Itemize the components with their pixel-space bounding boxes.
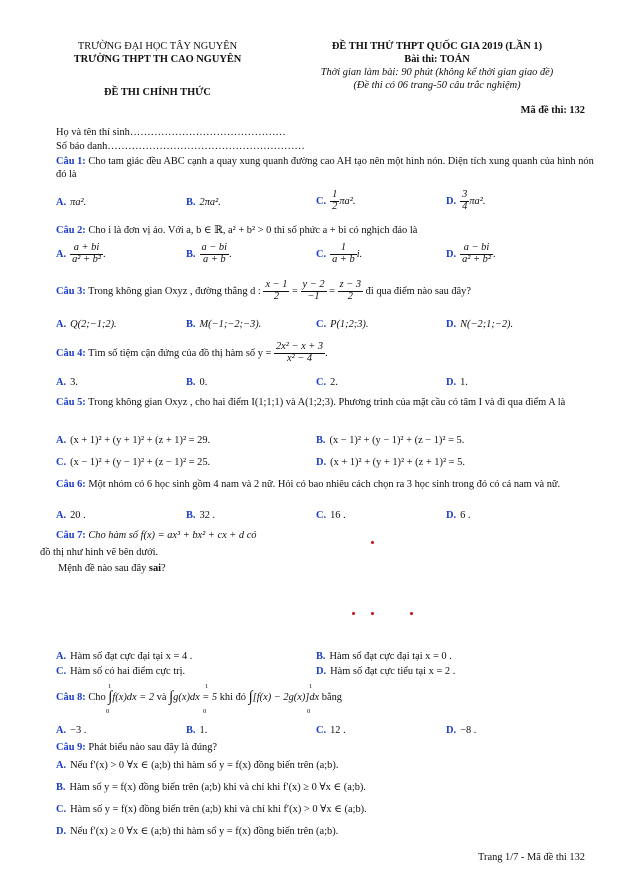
lower-limit: 0 (203, 708, 207, 715)
header-left (40, 40, 275, 99)
upper-limit: 1 (205, 683, 209, 690)
q6-option-b[interactable]: B. 32 . (186, 510, 216, 521)
q9-option-a[interactable]: A. Nếu f′(x) > 0 ∀x ∈ (a;b) thì hàm số y = f(x) đồng biến trên (a;b). (56, 760, 339, 771)
graph-marker-dot (371, 612, 374, 615)
q1-option-d[interactable]: D. $\frac{3}{4}$ πa². (446, 189, 486, 212)
question-1 (56, 155, 596, 181)
question-8: Câu 8: Cho ∫f(x)dx = 2 và ∫g(x)dx = 5 khi đó ∫[f(x) − 2g(x)]dx bằng (56, 689, 342, 705)
q2-option-b[interactable]: B. $\frac{a - bi}{a + b}$ . (186, 242, 232, 265)
lower-limit: 0 (106, 708, 110, 715)
q2-option-d[interactable]: D. $\frac{a - bi}{\text{a² + b²}}$ . (446, 242, 496, 265)
q8-option-a[interactable]: A. −3 . (56, 725, 87, 736)
q8-option-b[interactable]: B. 1. (186, 725, 208, 736)
upper-limit: 1 (309, 683, 313, 690)
exam-code: Mã đề thi: 132 (520, 105, 585, 116)
graph-marker-dot (371, 541, 374, 544)
q7-option-d[interactable]: D. Hàm số đạt cực tiểu tại x = 2 . (316, 666, 456, 677)
graph-marker-dot (352, 612, 355, 615)
question-4: Câu 4: Tìm số tiệm cận đứng của đồ thị hàm số y = $\frac{\text{2x² − x + 3}}{\text{x² − 4}}$ . (56, 341, 328, 364)
q5-option-a[interactable]: A. (x + 1)² + (y + 1)² + (z + 1)² = 29. (56, 435, 211, 446)
school-name-2: TRƯỜNG THPT TH CAO NGUYÊN (73, 54, 242, 65)
pages-note: (Đề thi có 06 trang-50 câu trắc nghiệm) (353, 80, 521, 91)
q1-option-c[interactable]: C. $\frac{1}{2}$ πa². (316, 189, 356, 212)
q6-option-a[interactable]: A. 20 . (56, 510, 86, 521)
q2-option-c[interactable]: C. $\frac{1}{a + b}$ i. (316, 242, 363, 265)
q6-option-d[interactable]: D. 6 . (446, 510, 471, 521)
q4-option-b[interactable]: B. 0. (186, 377, 208, 388)
q5-option-b[interactable]: B. (x − 1)² + (y − 1)² + (z − 1)² = 5. (316, 435, 465, 446)
question-3: Câu 3: Trong không gian Oxyz , đường thẳng d : $\frac{x - 1}{2}$ = $\frac{y - 2}{-1}$ = $\frac{z - 3}{2}$ đi qua điểm nào sau đây? (56, 279, 471, 302)
q9-option-d[interactable]: D. Nếu f′(x) ≥ 0 ∀x ∈ (a;b) thì hàm số y = f(x) đồng biến trên (a;b). (56, 826, 339, 837)
school-name-1: TRƯỜNG ĐẠI HỌC TÂY NGUYÊN (77, 41, 238, 52)
official-label: ĐỀ THI CHÍNH THỨC (104, 87, 211, 98)
integral-sign: ∫ (169, 689, 174, 705)
lower-limit: 0 (307, 708, 311, 715)
q2-option-a[interactable]: A. $\frac{a + bi}{\text{a² + b²}}$ . (56, 242, 106, 265)
q4-option-a[interactable]: A. 3. (56, 377, 78, 388)
integral-sign: ∫ (108, 689, 113, 705)
subject: Bài thi: TOÁN (404, 54, 470, 65)
q3-option-a[interactable]: A. Q(2;−1;2). (56, 319, 117, 330)
q8-option-d[interactable]: D. −8 . (446, 725, 477, 736)
q1-option-b[interactable]: B. 2πa². (186, 197, 221, 208)
q7-text-line2: đồ thị như hình vẽ bên dưới. (40, 547, 159, 558)
upper-limit: 1 (108, 683, 112, 690)
q5-option-d[interactable]: D. (x + 1)² + (y + 1)² + (z + 1)² = 5. (316, 457, 465, 468)
exam-title: ĐỀ THI THỬ THPT QUỐC GIA 2019 (LẦN 1) (331, 41, 543, 52)
student-id-line: Số báo danh………………………………………………… (56, 141, 305, 152)
q8-option-c[interactable]: C. 12 . (316, 725, 346, 736)
integral-sign: ∫ (248, 689, 253, 705)
q5-option-c[interactable]: C. (x − 1)² + (y − 1)² + (z − 1)² = 25. (56, 457, 211, 468)
q3-option-d[interactable]: D. N(−2;1;−2). (446, 319, 514, 330)
q4-option-c[interactable]: C. 2. (316, 377, 338, 388)
question-9: Câu 9: Phát biểu nào sau đây là đúng? (56, 742, 218, 753)
q4-option-d[interactable]: D. 1. (446, 377, 468, 388)
q3-option-c[interactable]: C. P(1;2;3). (316, 319, 369, 330)
question-6: Câu 6: Một nhóm có 6 học sinh gồm 4 nam và 2 nữ. Hỏi có bao nhiêu cách chọn ra 3 học sinh trong đó có cả nam và nữ. (56, 479, 561, 490)
graph-marker-dot (410, 612, 413, 615)
q6-option-c[interactable]: C. 16 . (316, 510, 346, 521)
question-7: Câu 7: Cho hàm số f(x) = ax³ + bx² + cx + d có (56, 530, 257, 541)
q7-prompt: Mệnh đề nào sau đây sai? (58, 563, 166, 574)
q3-option-b[interactable]: B. M(−1;−2;−3). (186, 319, 262, 330)
time-note: Thời gian làm bài: 90 phút (không kể thời gian giao đề) (320, 67, 554, 78)
q1-text: Cho tam giác đều ABC cạnh a quay xung quanh đường cao AH tạo nên một hình nón. Diện tích xung quanh của hình nón đó là (56, 156, 594, 180)
header-right (282, 40, 592, 92)
q7-option-c[interactable]: C. Hàm số có hai điểm cực trị. (56, 666, 186, 677)
q9-option-b[interactable]: B. Hàm số y = f(x) đồng biến trên (a;b) khi và chỉ khi f′(x) ≥ 0 ∀x ∈ (a;b). (56, 782, 366, 793)
question-5: Câu 5: Trong không gian Oxyz , cho hai điểm I(1;1;1) và A(1;2;3). Phương trình của mặt cầu có tâm I và đi qua điểm A là (56, 397, 566, 408)
q1-option-a[interactable]: A. πa². (56, 197, 87, 208)
q9-option-c[interactable]: C. Hàm số y = f(x) đồng biến trên (a;b) khi và chỉ khi f′(x) > 0 ∀x ∈ (a;b). (56, 804, 367, 815)
student-name-line: Họ và tên thí sinh……………………………………… (56, 127, 286, 138)
q1-label: Câu 1: (56, 156, 86, 167)
question-2: Câu 2: Cho i là đơn vị ảo. Với a, b ∈ ℝ, a² + b² > 0 thì số phức a + bi có nghịch đảo là (56, 225, 418, 236)
page-footer: Trang 1/7 - Mã đề thi 132 (478, 852, 585, 863)
q7-option-a[interactable]: A. Hàm số đạt cực đại tại x = 4 . (56, 651, 193, 662)
q7-option-b[interactable]: B. Hàm số đạt cực đại tại x = 0 . (316, 651, 452, 662)
